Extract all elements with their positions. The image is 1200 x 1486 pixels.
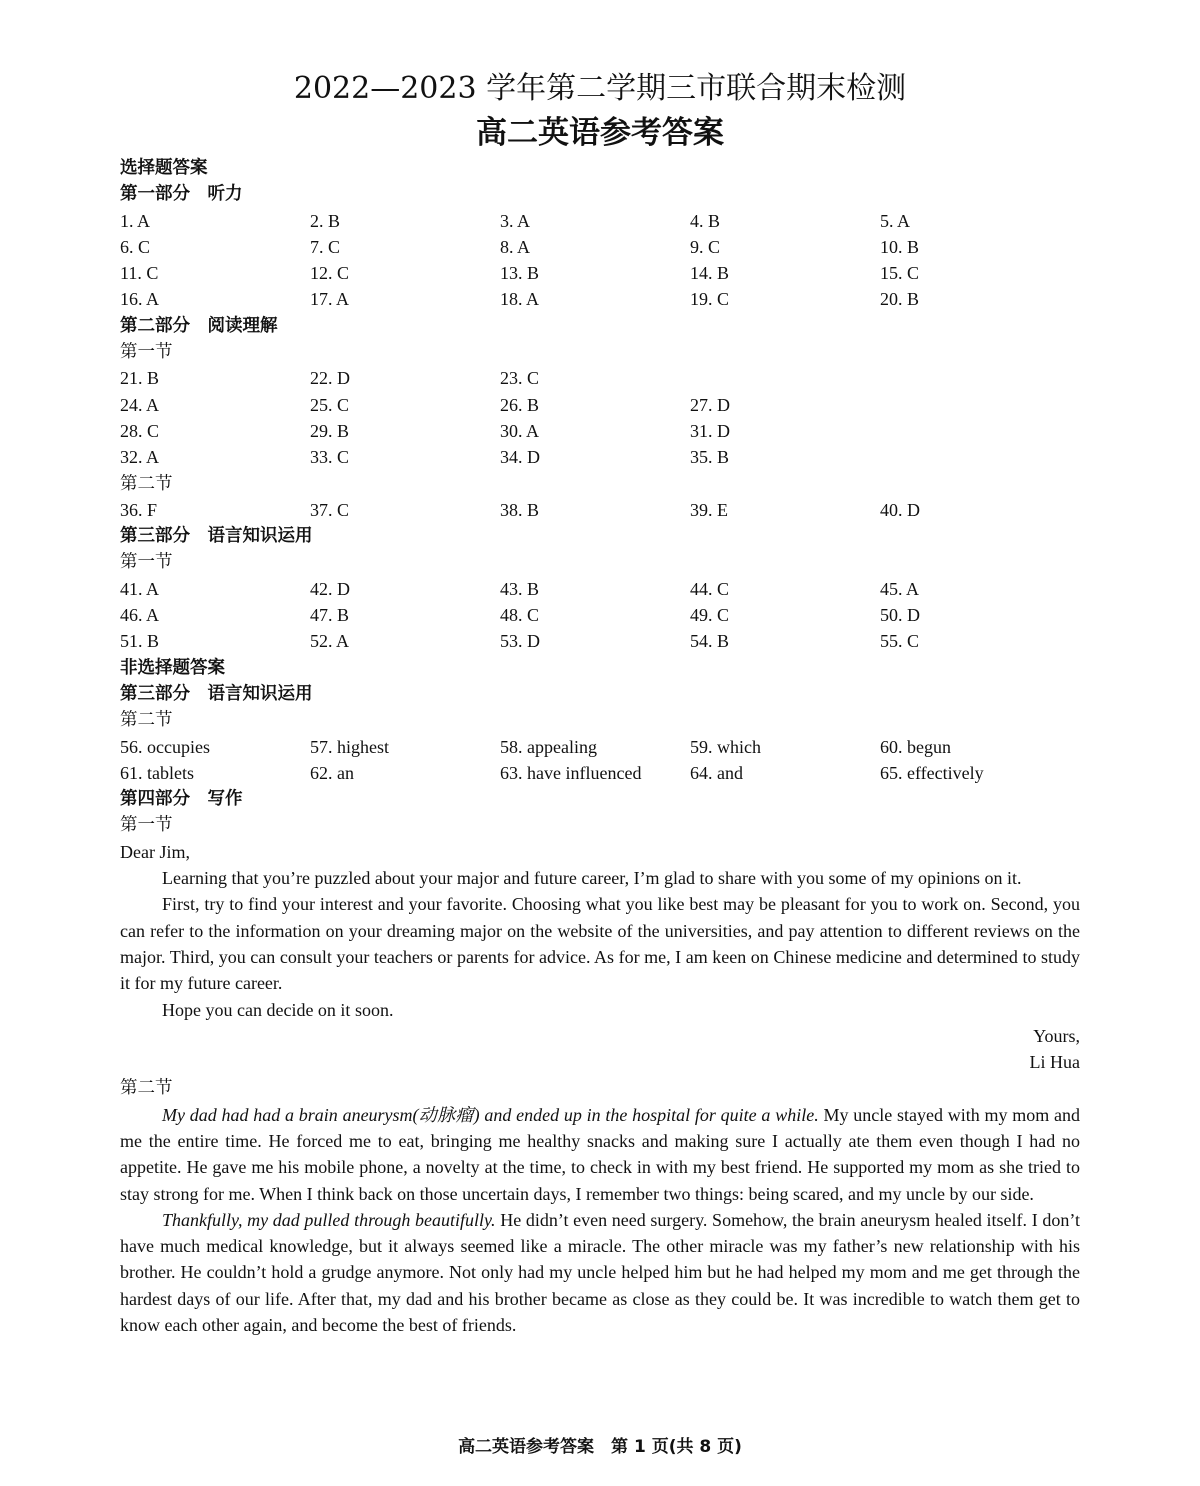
part-heading-reading: 第二部分 阅读理解	[120, 315, 278, 336]
answer-row	[120, 628, 1080, 654]
answer-grid-grammar-fill	[120, 734, 1080, 787]
answer-cell: 41. A	[120, 578, 160, 599]
answer-cell: 19. C	[690, 289, 730, 310]
answer-cell: 34. D	[500, 447, 540, 468]
answer-row	[120, 392, 1080, 418]
answer-grid-reading-1	[120, 365, 1080, 470]
answer-cell: 39. E	[690, 499, 728, 520]
letter-paragraph: Learning that you’re puzzled about your major and future career, I’m glad to share with you some of my opinions on it.	[162, 868, 1022, 889]
part-heading-language-use: 第三部分 语言知识运用	[120, 526, 313, 547]
answer-cell: 63. have influenced	[500, 762, 642, 783]
answer-cell: 54. B	[690, 631, 730, 652]
answer-cell: 52. A	[310, 631, 350, 652]
answer-row	[120, 444, 1080, 470]
answer-cell: 64. and	[690, 762, 743, 783]
answer-cell: 27. D	[690, 394, 730, 415]
answer-cell: 28. C	[120, 420, 160, 441]
answer-cell: 53. D	[500, 631, 540, 652]
answer-cell: 29. B	[310, 420, 350, 441]
answer-cell: 16. A	[120, 289, 160, 310]
answer-cell: 26. B	[500, 394, 540, 415]
story-given-sentence: My dad had had a brain aneurysm(动脉瘤) and ended up in the hospital for quite a while.	[162, 1104, 819, 1125]
subsection-label: 第一节	[120, 815, 173, 836]
answer-content	[120, 155, 1080, 1338]
answer-cell: 2. B	[310, 210, 341, 231]
answer-row	[120, 418, 1080, 444]
exam-title: 2022—2023 学年第二学期三市联合期末检测	[293, 71, 907, 106]
answer-cell: 43. B	[500, 578, 540, 599]
story-text: My uncle stayed with my mom and me the entire time. He forced me to eat, bringing me healthy snacks and making sure I actually ate them even though I had no appetite. He gave me his mobile phone, a novelty at the time, to check in with my best friend. He supported my mom as she tried to stay strong for me. When I think back on those uncertain days, I remember two things: being scared, and my uncle by our side.	[120, 1104, 1081, 1204]
subsection-label: 第二节	[120, 473, 173, 494]
answer-cell: 21. B	[120, 368, 160, 389]
answer-cell: 4. B	[690, 210, 721, 231]
answer-cell: 55. C	[880, 631, 920, 652]
story-paragraph	[120, 1207, 1080, 1338]
answer-cell: 24. A	[120, 394, 160, 415]
answer-cell: 42. D	[310, 578, 350, 599]
story-text: He didn’t even need surgery. Somehow, the brain aneurysm healed itself. I don’t have much medical knowledge, but it always seemed like a miracle. The other miracle was my father’s new relationship with his brother. He couldn’t hold a grudge anymore. Not only had my uncle helped him but he had helped my mom and me get through the hardest days of our life. After that, my dad and his brother became as close as they could be. It was incredible to watch them get to know each other again, and become the best of friends.	[120, 1209, 1081, 1336]
answer-row	[120, 497, 1080, 523]
answer-cell: 33. C	[310, 447, 350, 468]
answer-cell: 40. D	[880, 499, 920, 520]
answer-row	[120, 760, 1080, 786]
answer-cell: 18. A	[500, 289, 540, 310]
story-paragraph	[120, 1102, 1080, 1207]
letter-paragraph: Hope you can decide on it soon.	[162, 999, 394, 1020]
answer-cell: 46. A	[120, 605, 160, 626]
sample-letter	[120, 839, 1080, 1076]
subsection-label: 第二节	[120, 710, 173, 731]
answer-grid-reading-2	[120, 497, 1080, 523]
answer-row	[120, 260, 1080, 286]
answer-cell: 44. C	[690, 578, 730, 599]
answer-cell: 10. B	[880, 236, 920, 257]
answer-grid-listening	[120, 208, 1080, 313]
part-heading-writing: 第四部分 写作	[120, 789, 243, 810]
answer-cell: 30. A	[500, 420, 540, 441]
answer-cell: 32. A	[120, 447, 160, 468]
answer-cell: 47. B	[310, 605, 350, 626]
answer-cell: 8. A	[500, 236, 531, 257]
letter-paragraph: First, try to find your interest and your favorite. Choosing what you like best may be pleasant for you to work on. Second, you can refer to the information on your dreaming major on the website of the universities, and pay attention to different reviews on the major. Third, you can consult your teachers or parents for advice. As for me, I am keen on Chinese medicine and determined to study it for my future career.	[120, 894, 1080, 994]
answer-cell: 17. A	[310, 289, 350, 310]
answer-row	[120, 365, 1080, 391]
answer-cell: 61. tablets	[120, 762, 194, 783]
answer-cell: 5. A	[880, 210, 911, 231]
section-heading-nonchoice: 非选择题答案	[120, 657, 225, 678]
answer-cell: 50. D	[880, 605, 920, 626]
page-footer: 高二英语参考答案 第 1 页(共 8 页)	[458, 1437, 742, 1457]
answer-cell: 36. F	[120, 499, 158, 520]
answer-cell: 48. C	[500, 605, 540, 626]
answer-cell: 51. B	[120, 631, 160, 652]
story-given-sentence: Thankfully, my dad pulled through beautifully.	[162, 1209, 496, 1230]
answer-cell: 56. occupies	[120, 736, 210, 757]
answer-cell: 12. C	[310, 263, 350, 284]
part-heading-listening: 第一部分 听力	[120, 184, 243, 205]
answer-cell: 38. B	[500, 499, 540, 520]
answer-grid-cloze	[120, 576, 1080, 655]
answer-cell: 11. C	[120, 263, 159, 284]
letter-signature: Li Hua	[1029, 1052, 1080, 1073]
answer-cell: 15. C	[880, 263, 920, 284]
subsection-label: 第一节	[120, 342, 173, 363]
answer-cell: 13. B	[500, 263, 540, 284]
answer-row	[120, 734, 1080, 760]
subsection-label: 第一节	[120, 552, 173, 573]
part-heading-language-use-2: 第三部分 语言知识运用	[120, 683, 313, 704]
answer-cell: 25. C	[310, 394, 350, 415]
answer-cell: 1. A	[120, 210, 151, 231]
answer-cell: 59. which	[690, 736, 761, 757]
answer-cell: 60. begun	[880, 736, 951, 757]
sample-continuation-story	[120, 1102, 1080, 1339]
answer-row	[120, 234, 1080, 260]
answer-cell: 3. A	[500, 210, 531, 231]
letter-closing: Yours,	[1033, 1025, 1080, 1046]
section-heading-choice: 选择题答案	[120, 158, 208, 178]
answer-cell: 9. C	[690, 236, 721, 257]
answer-row	[120, 576, 1080, 602]
answer-cell: 6. C	[120, 236, 151, 257]
answer-cell: 49. C	[690, 605, 730, 626]
answer-cell: 23. C	[500, 368, 540, 389]
answer-cell: 45. A	[880, 578, 920, 599]
answer-cell: 14. B	[690, 263, 730, 284]
answer-cell: 22. D	[310, 368, 350, 389]
answer-cell: 57. highest	[310, 736, 389, 757]
answer-cell: 7. C	[310, 236, 341, 257]
answer-row	[120, 602, 1080, 628]
answer-cell: 58. appealing	[500, 736, 597, 757]
answer-cell: 62. an	[310, 762, 354, 783]
answer-cell: 65. effectively	[880, 762, 984, 783]
answer-key-title: 高二英语参考答案	[476, 115, 724, 151]
answer-cell: 37. C	[310, 499, 350, 520]
answer-row	[120, 208, 1080, 234]
answer-cell: 31. D	[690, 420, 730, 441]
letter-greeting: Dear Jim,	[120, 841, 190, 862]
subsection-label: 第二节	[120, 1078, 173, 1099]
answer-row	[120, 286, 1080, 312]
answer-cell: 20. B	[880, 289, 920, 310]
answer-cell: 35. B	[690, 447, 730, 468]
